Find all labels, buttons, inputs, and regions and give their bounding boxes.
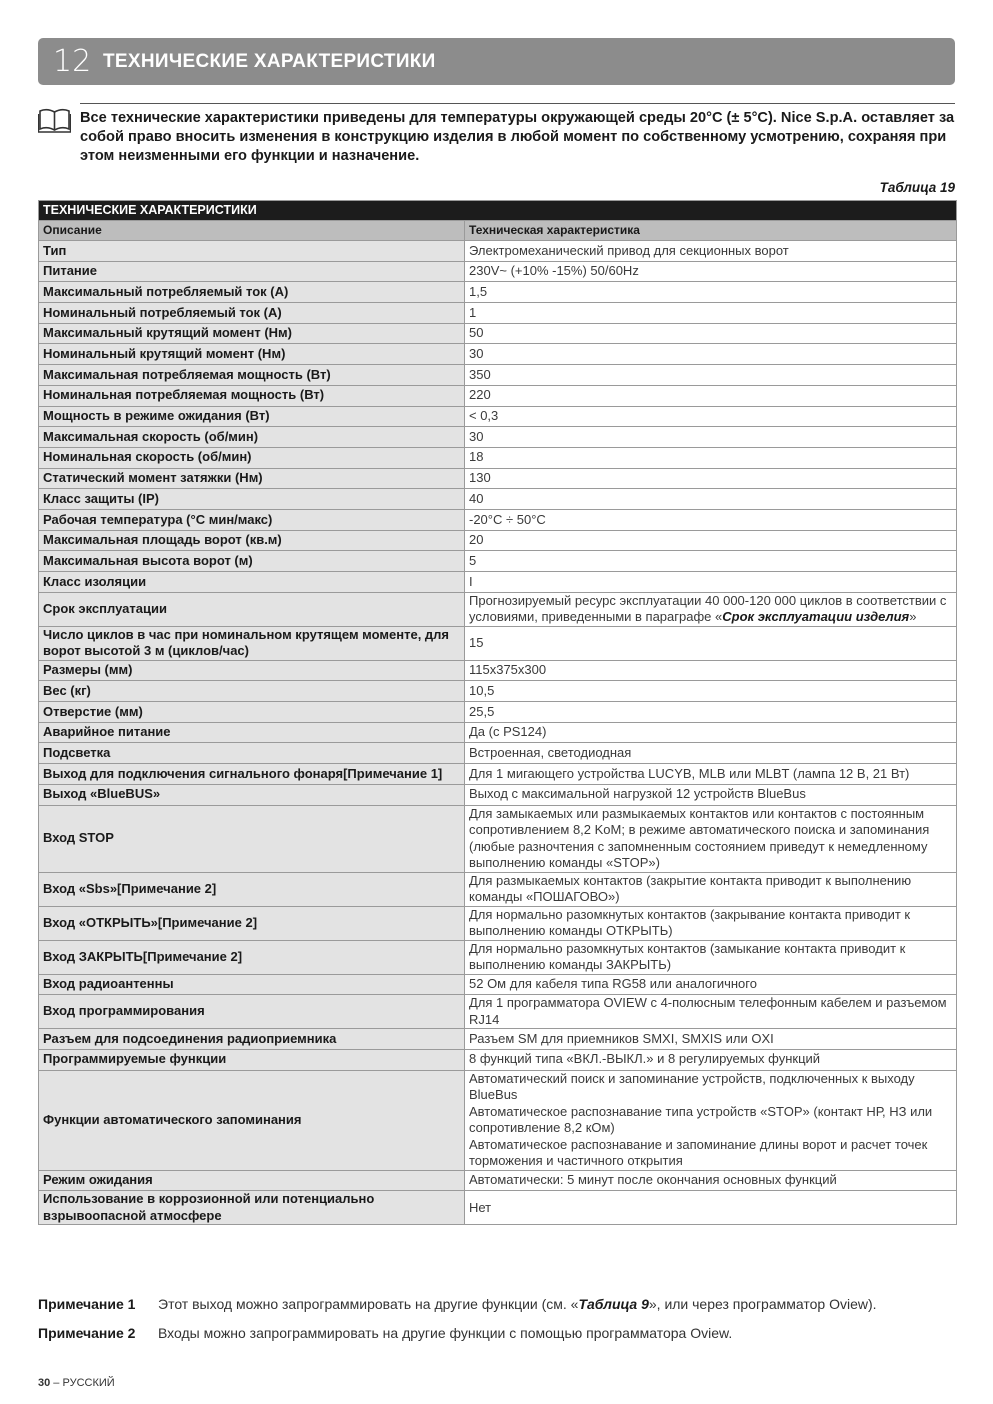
spec-value: Выход с максимальной нагрузкой 12 устройств BlueBus	[465, 784, 957, 805]
footnote	[38, 1325, 955, 1342]
section-title: ТЕХНИЧЕСКИЕ ХАРАКТЕРИСТИКИ	[103, 50, 436, 72]
table-row	[39, 1191, 957, 1225]
table-row	[39, 995, 957, 1029]
footnote-text: Входы можно запрограммировать на другие функции с помощью программатора Oview.	[158, 1325, 733, 1341]
spec-description: Максимальная скорость (об/мин)	[39, 427, 465, 448]
table-row	[39, 489, 957, 510]
spec-description: Максимальная потребляемая мощность (Вт)	[39, 365, 465, 386]
table-row	[39, 660, 957, 681]
spec-description: Срок эксплуатации	[39, 592, 465, 626]
spec-value: 30	[465, 344, 957, 365]
spec-value: Встроенная, светодиодная	[465, 743, 957, 764]
table-row	[39, 764, 957, 785]
spec-description: Максимальная высота ворот (м)	[39, 551, 465, 572]
table-row	[39, 940, 957, 974]
table-row	[39, 1170, 957, 1191]
table-row	[39, 551, 957, 572]
spec-value: Разъем SM для приемников SMXI, SMXIS или OXI	[465, 1029, 957, 1050]
spec-value: I	[465, 572, 957, 593]
spec-value: 130	[465, 468, 957, 489]
table-row	[39, 365, 957, 386]
spec-description: Номинальная скорость (об/мин)	[39, 447, 465, 468]
spec-description: Вход «Sbs»[Примечание 2]	[39, 872, 465, 906]
page-number: 30	[38, 1377, 51, 1389]
spec-value: 220	[465, 385, 957, 406]
spec-description: Питание	[39, 261, 465, 282]
spec-description: Размеры (мм)	[39, 660, 465, 681]
page-language: – РУССКИЙ	[50, 1377, 115, 1389]
spec-description: Вход радиоантенны	[39, 974, 465, 995]
spec-value: Для нормально разомкнутых контактов (закрывание контакта приводит к выполнению команды ОТКРЫТЬ)	[465, 906, 957, 940]
specs-table	[38, 200, 957, 1225]
spec-value: Нет	[465, 1191, 957, 1225]
footnote-label: Примечание 1	[38, 1296, 136, 1312]
spec-value: Прогнозируемый ресурс эксплуатации 40 000-120 000 циклов в соответствии с условиями, приведенными в параграфе «Срок эксплуатации изделия»	[465, 592, 957, 626]
spec-description: Вход ЗАКРЫТЬ[Примечание 2]	[39, 940, 465, 974]
spec-value: 115x375x300	[465, 660, 957, 681]
section-header	[38, 38, 955, 85]
spec-description: Вес (кг)	[39, 681, 465, 702]
spec-value: Электромеханический привод для секционных ворот	[465, 241, 957, 262]
table-row	[39, 509, 957, 530]
spec-description: Максимальный потребляемый ток (А)	[39, 282, 465, 303]
table-row	[39, 406, 957, 427]
table-title: ТЕХНИЧЕСКИЕ ХАРАКТЕРИСТИКИ	[39, 201, 957, 221]
page-footer	[38, 1377, 115, 1389]
table-row	[39, 906, 957, 940]
table-row	[39, 572, 957, 593]
spec-value: 350	[465, 365, 957, 386]
book-icon	[38, 107, 71, 133]
spec-value: 30	[465, 427, 957, 448]
spec-description: Разъем для подсоединения радиоприемника	[39, 1029, 465, 1050]
footnotes	[38, 1296, 955, 1354]
section-number: 12	[53, 44, 92, 79]
spec-value: 52 Ом для кабеля типа RG58 или аналогичного	[465, 974, 957, 995]
footnote-label: Примечание 2	[38, 1325, 136, 1341]
table-row	[39, 681, 957, 702]
spec-description: Максимальный крутящий момент (Нм)	[39, 323, 465, 344]
spec-description: Статический момент затяжки (Нм)	[39, 468, 465, 489]
divider	[80, 103, 955, 104]
spec-description: Выход «BlueBUS»	[39, 784, 465, 805]
table-row	[39, 784, 957, 805]
emphasized-reference: Срок эксплуатации изделия	[722, 609, 910, 625]
spec-value: -20°С ÷ 50°С	[465, 509, 957, 530]
table-row	[39, 468, 957, 489]
table-row	[39, 323, 957, 344]
spec-description: Число циклов в час при номинальном крутящем моменте, для ворот высотой 3 м (циклов/час)	[39, 626, 465, 660]
table-row	[39, 1029, 957, 1050]
spec-value: 8 функций типа «ВКЛ.-ВЫКЛ.» и 8 регулируемых функций	[465, 1049, 957, 1070]
spec-description: Класс изоляции	[39, 572, 465, 593]
intro-note-text: Все технические характеристики приведены для температуры окружающей среды 20°С (± 5°С). Nice S.p.A. оставляет за собой право вносить изменения в конструкцию изделия в любой момент по собственному усмотрению, сохраняя при этом неизменными его функции и назначение.	[80, 110, 955, 164]
table-caption: Таблица 19	[879, 180, 955, 195]
spec-description: Вход программирования	[39, 995, 465, 1029]
spec-value: 50	[465, 323, 957, 344]
table-row	[39, 447, 957, 468]
spec-value: < 0,3	[465, 406, 957, 427]
spec-description: Использование в коррозионной или потенциально взрывоопасной атмосфере	[39, 1191, 465, 1225]
table-row	[39, 1049, 957, 1070]
table-row	[39, 743, 957, 764]
column-header-value: Техническая характеристика	[465, 221, 957, 241]
spec-description: Аварийное питание	[39, 722, 465, 743]
table-row	[39, 805, 957, 872]
spec-description: Мощность в режиме ожидания (Вт)	[39, 406, 465, 427]
spec-value: Для нормально разомкнутых контактов (замыкание контакта приводит к выполнению команды ЗАКРЫТЬ)	[465, 940, 957, 974]
spec-description: Выход для подключения сигнального фонаря[Примечание 1]	[39, 764, 465, 785]
spec-value: 25,5	[465, 702, 957, 723]
spec-description: Максимальная площадь ворот (кв.м)	[39, 530, 465, 551]
table-row	[39, 303, 957, 324]
spec-value: 15	[465, 626, 957, 660]
spec-description: Отверстие (мм)	[39, 702, 465, 723]
spec-description: Вход STOP	[39, 805, 465, 872]
spec-value: Для 1 мигающего устройства LUCYB, MLB или MLBT (лампа 12 В, 21 Вт)	[465, 764, 957, 785]
spec-description: Класс защиты (IP)	[39, 489, 465, 510]
spec-value: Автоматически: 5 минут после окончания основных функций	[465, 1170, 957, 1191]
spec-value: Да (с PS124)	[465, 722, 957, 743]
table-row	[39, 974, 957, 995]
spec-value: 5	[465, 551, 957, 572]
spec-description: Рабочая температура (°С мин/макс)	[39, 509, 465, 530]
spec-value: 18	[465, 447, 957, 468]
spec-description: Программируемые функции	[39, 1049, 465, 1070]
table-row	[39, 282, 957, 303]
table-row	[39, 592, 957, 626]
table-row	[39, 702, 957, 723]
spec-description: Вход «ОТКРЫТЬ»[Примечание 2]	[39, 906, 465, 940]
spec-value: Для 1 программатора OVIEW с 4-полюсным телефонным кабелем и разъемом RJ14	[465, 995, 957, 1029]
table-row	[39, 427, 957, 448]
table-row	[39, 626, 957, 660]
table-row	[39, 872, 957, 906]
spec-description: Тип	[39, 241, 465, 262]
spec-value: 1,5	[465, 282, 957, 303]
table-row	[39, 241, 957, 262]
spec-value: 10,5	[465, 681, 957, 702]
footnote	[38, 1296, 955, 1313]
spec-description: Номинальный потребляемый ток (А)	[39, 303, 465, 324]
spec-description: Номинальная потребляемая мощность (Вт)	[39, 385, 465, 406]
spec-value: 20	[465, 530, 957, 551]
table-row	[39, 1070, 957, 1170]
column-header-description: Описание	[39, 221, 465, 241]
spec-value: Автоматический поиск и запоминание устройств, подключенных к выходу BlueBus Автоматическое распознавание типа устройств «STOP» (контакт НР, НЗ или сопротивление 8,2 кОм) Автоматическое распознавание и запоминание длины ворот и расчет точек торможения и частичного открытия	[465, 1070, 957, 1170]
spec-description: Номинальный крутящий момент (Нм)	[39, 344, 465, 365]
spec-description: Подсветка	[39, 743, 465, 764]
table-row	[39, 722, 957, 743]
spec-description: Функции автоматического запоминания	[39, 1070, 465, 1170]
spec-description: Режим ожидания	[39, 1170, 465, 1191]
table-row	[39, 344, 957, 365]
emphasized-reference: Таблица 9	[578, 1296, 649, 1312]
footnote-text: Этот выход можно запрограммировать на другие функции (см. «Таблица 9», или через программатор Oview).	[158, 1296, 877, 1312]
table-row	[39, 530, 957, 551]
spec-value: Для замыкаемых или размыкаемых контактов или контактов с постоянным сопротивлением 8,2 KoM; в режиме автоматического поиска и запоминания (любые разночтения с запомненным состоянием приведут к немедленному выполнению команды «STOP»)	[465, 805, 957, 872]
spec-value: 40	[465, 489, 957, 510]
spec-value: 1	[465, 303, 957, 324]
spec-value: Для размыкаемых контактов (закрытие контакта приводит к выполнению команды «ПОШАГОВО»)	[465, 872, 957, 906]
table-row	[39, 261, 957, 282]
spec-value: 230V~ (+10% -15%) 50/60Hz	[465, 261, 957, 282]
table-row	[39, 385, 957, 406]
